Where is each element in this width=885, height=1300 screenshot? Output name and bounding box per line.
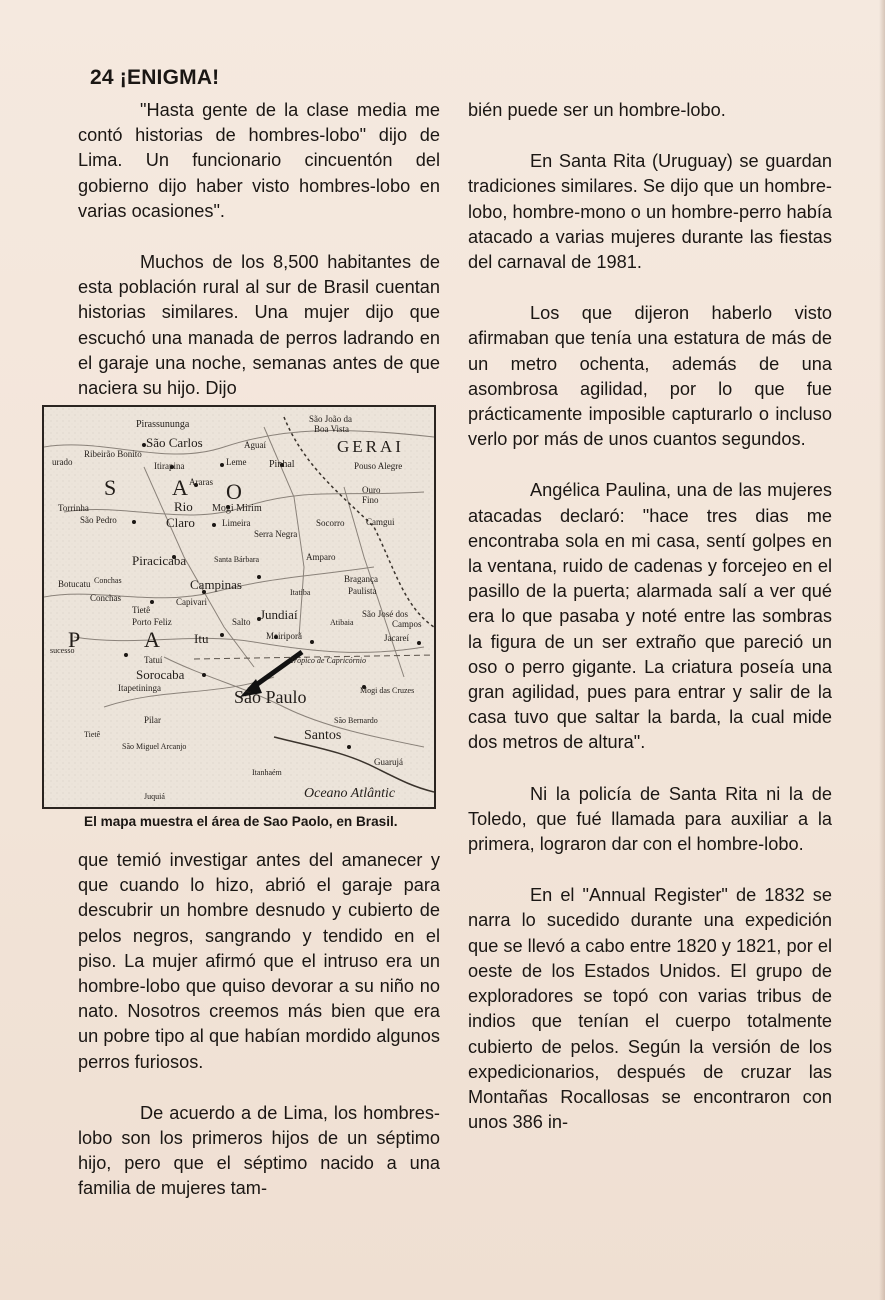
map-label: A — [172, 475, 188, 500]
map-label: Campos — [392, 619, 422, 629]
map-label: Guarujá — [374, 757, 403, 767]
map-label: Oceano Atlântic — [304, 786, 396, 801]
map-label: Pirassununga — [136, 419, 190, 430]
map-label: Torrinha — [58, 503, 89, 513]
map-caption: El mapa muestra el área de Sao Paolo, en Brasil. — [84, 814, 398, 829]
map-label: urado — [52, 457, 73, 467]
map-label: Paulista — [348, 586, 377, 596]
map-label: Campinas — [190, 577, 242, 592]
map-label: P — [68, 627, 81, 652]
map-label: sucesso — [50, 646, 75, 655]
map-label: Pinhal — [269, 459, 295, 470]
right-paragraph-6: En el "Annual Register" de 1832 se narra lo sucedido durante una expedición que se llevó a cabo entre 1820 y 1821, por el oeste de los Estados Unidos. El grupo de exploradores se topó con varias tribus de indios que tenían el cuerpo totalmente cubierto de pelos. Según la versión de los expedicionarios, después de cruzar las Montañas Rocallosas se encontraron con unos 386 in- — [468, 885, 833, 1133]
map-label: Tietê — [132, 605, 151, 615]
map-label: São Carlos — [146, 435, 203, 450]
map-label: Mairiporã — [266, 631, 302, 641]
map-label: Atibaia — [330, 618, 354, 627]
map-label: Ribeirão Bonito — [84, 449, 142, 459]
map-label: Socorro — [316, 518, 345, 528]
map-label: Amparo — [306, 552, 336, 562]
map-label: Ouro — [362, 485, 381, 495]
map-label: Fino — [362, 495, 379, 505]
page-edge — [879, 0, 885, 1300]
map-label: A — [144, 627, 160, 652]
map-label: Capivari — [176, 597, 207, 607]
left-column-bottom — [78, 848, 440, 1202]
map-label: Tatuí — [144, 655, 163, 665]
map-label: Itanhaém — [252, 768, 282, 777]
map-label: Claro — [166, 515, 195, 530]
right-paragraph-4: Angélica Paulina, una de las mujeres atacadas declaró: "hace tres dias me encontraba sola en mi casa, sentí golpes en la ventana, ruido de cadenas y forcejeo en el pasillo de la puerta; alarmada salí a ver qué era lo que pasaba y noté entre las sombras la figura de un ser extraño que pareció un oso o perro gigante. La criatura poseía una gran agilidad, pues para entrar y salir de la casa tuvo que saltar la barda, la cual mide dos metros de altura". — [468, 480, 832, 753]
map-label: GERAI — [337, 437, 404, 456]
map-label: Pilar — [144, 715, 161, 725]
map-label: Camgui — [366, 517, 395, 527]
map-label: Pouso Alegre — [354, 461, 403, 471]
left-column-top — [78, 98, 440, 401]
map-label: Itatiba — [290, 588, 311, 597]
map-label: Itapetininga — [118, 683, 161, 693]
map-label: Araras — [189, 477, 213, 487]
map-label: O — [226, 479, 242, 504]
map-label: Piracicaba — [132, 553, 187, 568]
map-label: S — [104, 475, 117, 500]
left-paragraph-3: que temió investigar antes del amanecer y que cuando lo hizo, abrió el garaje para descubrir un hombre desnudo y cubierto de pelos negros, sangrando y tendido en el piso. La mujer afirmó que el intruso era un hombre-lobo que quiso devorar a su niño no nato. Nosotros creemos más bien que era un pobre tipo al que habían mordido algunos perros furiosos. — [78, 850, 440, 1072]
right-paragraph-3: Los que dijeron haberlo visto afirmaban que tenía una estatura de más de un metro ochenta, además de una asombrosa agilidad, por lo que fue prácticamente imposible capturarlo o incluso verlo por más de unos cuantos segundos. — [468, 303, 832, 450]
map-label: Mogi Mirim — [212, 503, 262, 514]
map-label: Conchas — [94, 576, 122, 585]
left-paragraph-1: "Hasta gente de la clase media me contó historias de hombres-lobo" dijo de Lima. Un funcionario cincuentón del gobierno dijo haber visto hombres-lobo en varias ocasiones". — [78, 100, 440, 221]
map-label: Mogi das Cruzes — [360, 686, 415, 695]
map-label: Leme — [226, 457, 247, 467]
map-label: São Bernardo — [334, 716, 378, 725]
page-header: 24 ¡ENIGMA! — [90, 66, 220, 89]
map-label: Bragança — [344, 574, 378, 584]
map-label: Serra Negra — [254, 529, 298, 539]
map-label: Conchas — [90, 593, 121, 603]
left-paragraph-4: De acuerdo a de Lima, los hombres-lobo son los primeros hijos de un séptimo hijo, pero que el séptimo nacido a una familia de mujeres tam- — [78, 1102, 440, 1199]
map-label: Boa Vista — [314, 424, 350, 434]
map-label: São José dos — [362, 609, 409, 619]
map-label: Aguaí — [244, 440, 266, 450]
map-label: Limeira — [222, 518, 251, 528]
left-paragraph-2: Muchos de los 8,500 habitantes de esta población rural al sur de Brasil cuentan historias similares. Una mujer dijo que escuchó una manada de perros ladrando en el garaje una noche, semanas antes de que naciera su hijo. Dijo — [78, 252, 440, 399]
map-label: Santos — [304, 728, 342, 743]
map-label: Jundiaí — [260, 607, 298, 622]
map-graphic — [44, 407, 434, 807]
map-label: Botucatu — [58, 579, 91, 589]
map-label: Santa Bárbara — [214, 555, 260, 564]
right-paragraph-5: Ni la policía de Santa Rita ni la de Toledo, que fué llamada para auxiliar a la primera, lograron dar con el hombre-lobo. — [468, 783, 832, 855]
map-label: Itu — [194, 631, 209, 646]
right-column — [468, 98, 832, 1135]
map-label: Sorocaba — [136, 667, 185, 682]
right-paragraph-1: bién puede ser un hombre-lobo. — [468, 100, 726, 120]
sao-paulo-map — [42, 405, 436, 809]
map-label: Tietê — [84, 730, 101, 739]
map-label: São Miguel Arcanjo — [122, 742, 187, 751]
map-label: São Paulo — [234, 687, 307, 707]
map-label: Rio — [174, 499, 193, 514]
map-label: Trópico de Capricórnio — [290, 656, 367, 665]
map-label: Porto Feliz — [132, 617, 172, 627]
right-paragraph-2: En Santa Rita (Uruguay) se guardan tradiciones similares. Se dijo que un hombre-lobo, hombre-mono o un hombre-perro había atacado a varias mujeres durante las fiestas del carnaval de 1981. — [468, 151, 832, 273]
map-label: São Pedro — [80, 515, 117, 525]
map-label: Jacareí — [384, 633, 409, 643]
map-label: São João da — [309, 414, 352, 424]
map-label: Salto — [232, 617, 251, 627]
map-label: Juquiá — [144, 792, 165, 801]
map-label: Itirapina — [154, 461, 185, 471]
